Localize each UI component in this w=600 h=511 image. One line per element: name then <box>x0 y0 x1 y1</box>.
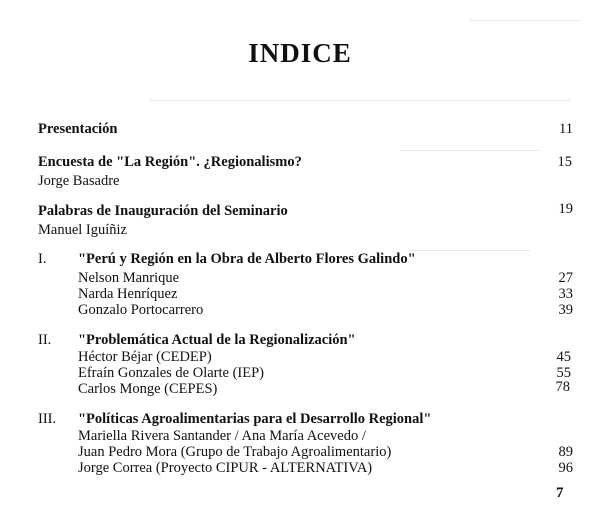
section-1-numeral: I. <box>38 251 47 267</box>
entry-encuesta-title: Encuesta de "La Región". ¿Regionalismo? <box>38 154 302 170</box>
bleed-through-mark <box>400 150 540 151</box>
entry-presentacion-title: Presentación <box>38 121 118 137</box>
section-2-numeral: II. <box>38 332 52 348</box>
section-1-title: "Perú y Región en la Obra de Alberto Flores Galindo" <box>78 251 416 267</box>
section-2-page-3: 78 <box>555 379 570 395</box>
section-1-page-2: 33 <box>558 286 573 302</box>
section-2-author-3: Carlos Monge (CEPES) <box>78 381 218 397</box>
section-1-author-1: Nelson Manrique <box>78 270 180 286</box>
page-title: INDICE <box>248 38 352 68</box>
bleed-through-mark <box>150 100 570 101</box>
section-3-page-2: 89 <box>558 444 573 460</box>
entry-presentacion-page: 11 <box>559 121 573 137</box>
section-1-page-3: 39 <box>558 302 573 318</box>
entry-palabras-page: 19 <box>558 201 573 217</box>
section-2-page-2: 55 <box>556 365 571 381</box>
entry-encuesta-page: 15 <box>557 154 572 170</box>
page-number: 7 <box>556 485 564 501</box>
entry-encuesta-author: Jorge Basadre <box>38 173 120 189</box>
section-3-page-3: 96 <box>558 460 573 476</box>
section-2-author-1: Héctor Béjar (CEDEP) <box>78 349 212 365</box>
section-1-author-3: Gonzalo Portocarrero <box>78 302 204 318</box>
section-3-author-3: Jorge Correa (Proyecto CIPUR - ALTERNATIVA) <box>78 460 373 476</box>
bleed-through-mark <box>410 250 530 251</box>
entry-palabras-author: Manuel Iguíñiz <box>38 222 127 238</box>
section-3-numeral: III. <box>38 411 57 427</box>
section-1-author-2: Narda Henríquez <box>78 286 178 302</box>
entry-palabras-title: Palabras de Inauguración del Seminario <box>38 203 288 219</box>
section-2-page-1: 45 <box>556 349 571 365</box>
section-3-author-1: Mariella Rivera Santander / Ana María Acevedo / <box>78 428 366 444</box>
section-3-author-2: Juan Pedro Mora (Grupo de Trabajo Agroalimentario) <box>78 444 392 460</box>
bleed-through-mark <box>470 20 580 21</box>
section-1-page-1: 27 <box>558 270 573 286</box>
section-2-title: "Problemática Actual de la Regionalización" <box>78 332 356 348</box>
section-2-author-2: Efraín Gonzales de Olarte (IEP) <box>78 365 265 381</box>
section-3-title: "Políticas Agroalimentarias para el Desarrollo Regional" <box>78 411 432 427</box>
